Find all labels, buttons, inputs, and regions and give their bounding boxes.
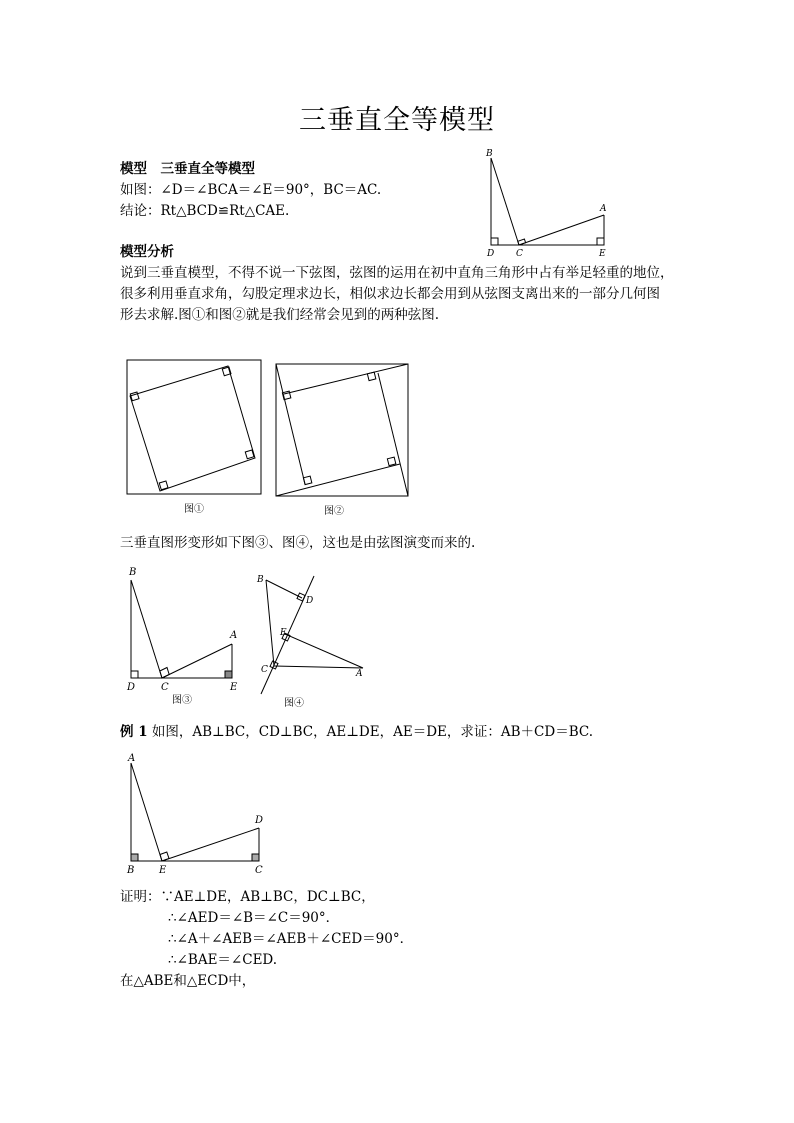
ex-label-d: D [255, 815, 264, 826]
label-c: C [516, 249, 523, 259]
label-b: B [486, 149, 493, 159]
example-figure [122, 752, 272, 877]
ex-label-b: B [127, 865, 135, 876]
model-heading: 模型 三垂直全等模型 [120, 161, 255, 177]
ex-label-e: E [159, 865, 167, 876]
analysis-heading: 模型分析 [120, 244, 174, 260]
example-text: 如图，AB⊥BC，CD⊥BC，AE⊥DE，AE＝DE，求证：AB＋CD＝BC. [151, 724, 594, 740]
fig3-label-e: E [230, 682, 238, 693]
model-given: 如图：∠D＝∠BCA＝∠E＝90°，BC＝AC. [120, 182, 382, 198]
model-conclusion: 结论：Rt△BCD≌Rt△CAE. [120, 203, 290, 219]
label-d: D [487, 249, 495, 259]
label-a: A [600, 204, 607, 214]
analysis-line-1: 说到三垂直模型，不得不说一下弦图，弦图的运用在初中直角三角形中占有举足轻重的地位， [120, 265, 674, 281]
fig4-label-e: E [280, 628, 287, 638]
ex-label-c: C [255, 865, 263, 876]
fig4-label-d: D [306, 596, 314, 606]
transform-text: 三垂直图形变形如下图③、图④，这也是由弦图演变而来的. [120, 535, 476, 551]
fig3-label-b: B [129, 567, 137, 578]
figure-3 [120, 560, 250, 710]
model-figure [482, 148, 612, 258]
figure-4-caption: 图④ [284, 698, 304, 709]
fig3-label-c: C [161, 682, 169, 693]
label-e: E [599, 249, 606, 259]
page-title: 三垂直全等模型 [299, 105, 495, 136]
fig4-label-c: C [261, 665, 268, 675]
figure-3-caption: 图③ [172, 695, 192, 706]
fig3-label-a: A [230, 630, 238, 641]
figure-2-caption: 图② [324, 506, 344, 517]
example-1 [120, 722, 593, 743]
analysis-line-3: 形去求解.图①和图②就是我们经常会见到的两种弦图. [120, 307, 440, 323]
figure-2 [274, 362, 414, 522]
proof-line-1: 证明：∵AE⊥DE，AB⊥BC，DC⊥BC， [120, 889, 375, 905]
figure-1-caption: 图① [184, 504, 204, 515]
fig4-label-a: A [356, 669, 363, 679]
analysis-line-2: 很多利用垂直求角，勾股定理求边长，相似求边长都会用到从弦图支离出来的一部分几何图 [120, 286, 660, 302]
ex-label-a: A [128, 753, 136, 764]
proof-line-4: ∴∠BAE＝∠CED. [168, 952, 278, 968]
proof-line-5: 在△ABE和△ECD中， [120, 973, 256, 989]
figure-1 [125, 358, 265, 518]
example-label: 例 1 [120, 724, 148, 740]
proof-line-2: ∴∠AED＝∠B＝∠C＝90°． [168, 910, 340, 926]
figure-4 [252, 568, 382, 718]
fig4-label-b: B [257, 575, 264, 585]
proof-line-3: ∴∠A＋∠AEB＝∠AEB＋∠CED＝90°． [168, 931, 414, 947]
fig3-label-d: D [127, 682, 136, 693]
